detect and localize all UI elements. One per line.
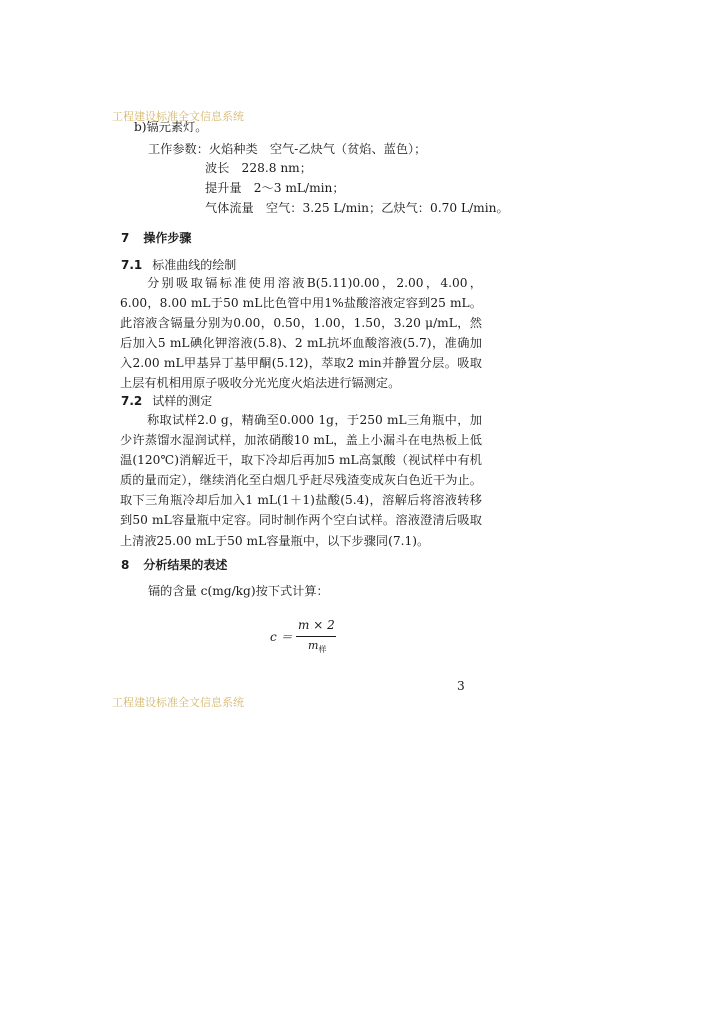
section-7-2-number: 7.2 xyxy=(121,394,143,408)
section-8-heading xyxy=(121,556,227,573)
section-8-title: 分析结果的表述 xyxy=(143,558,228,572)
section-7-1-title: 标准曲线的绘制 xyxy=(152,258,237,272)
section-7-title: 操作步骤 xyxy=(143,231,192,245)
fraction-bar xyxy=(296,636,336,637)
page-number: 3 xyxy=(457,679,465,693)
watermark-top: 工程建设标准全文信息系统 xyxy=(112,110,244,123)
watermark-bottom: 工程建设标准全文信息系统 xyxy=(112,696,244,709)
section-7-1-number: 7.1 xyxy=(121,258,143,272)
section-7-1-heading xyxy=(121,256,236,273)
section-7-heading xyxy=(121,229,191,246)
section-7-2-paragraph: 称取试样2.0 g，精确至0.000 1g，于250 mL三角瓶中，加少许蒸馏水湿润试样，加浓硝酸10 mL，盖上小漏斗在电热板上低温(120℃)消解近干，取下冷却后再加5 mL高氯酸（视试样中有机质的量而定），继续消化至白烟几乎赶尽残渣变成灰白色近干为止。取下三角瓶冷却后加入1 mL(1＋1)盐酸(5.4)，溶解后将溶液转移到50 mL容量瓶中定容。同时制作两个空白试样。溶液澄清后吸取上清液25.00 mL于50 mL容量瓶中，以下步骤同(7.1)。 xyxy=(120,413,482,548)
calc-sentence: 镉的含量 c(mg/kg)按下式计算： xyxy=(148,584,329,598)
section-7-1-paragraph: 分别吸取镉标准使用溶液B(5.11)0.00，2.00，4.00，6.00，8.00 mL于50 mL比色管中用1%盐酸溶液定容到25 mL。此溶液含镉量分别为0.00，0.50，1.00，1.50，3.20 μ/mL，然后加入5 mL碘化钾溶液(5.8)、2 mL抗坏血酸溶液(5.7)，准确加入2.00 mL甲基异丁基甲酮(5.12)，萃取2 min并静置分层。吸取上层有机相用原子吸收分光光度火焰法进行镉测定。 xyxy=(120,276,482,391)
section-8-number: 8 xyxy=(121,558,130,572)
formula-numerator: m × 2 xyxy=(298,618,335,632)
formula-denominator-sub: 样 xyxy=(318,645,327,655)
formula-denominator xyxy=(308,639,326,655)
formula-denominator-var: m xyxy=(308,639,319,652)
section-7-number: 7 xyxy=(121,231,130,245)
lamp-item: b)镉元素灯。 xyxy=(134,120,208,134)
param-wavelength: 波长 228.8 nm； xyxy=(205,161,312,175)
section-7-2-title: 试样的测定 xyxy=(152,394,213,408)
param-gas: 气体流量 空气：3.25 L/min；乙炔气：0.70 L/min。 xyxy=(205,201,509,215)
section-7-2-heading xyxy=(121,392,212,409)
formula-lhs: c ＝ xyxy=(270,630,293,644)
formula xyxy=(270,618,360,658)
params-label: 工作参数：火焰种类 空气-乙炔气（贫焰、蓝色）； xyxy=(148,142,427,156)
param-lift: 提升量 2～3 mL/min； xyxy=(205,181,345,195)
